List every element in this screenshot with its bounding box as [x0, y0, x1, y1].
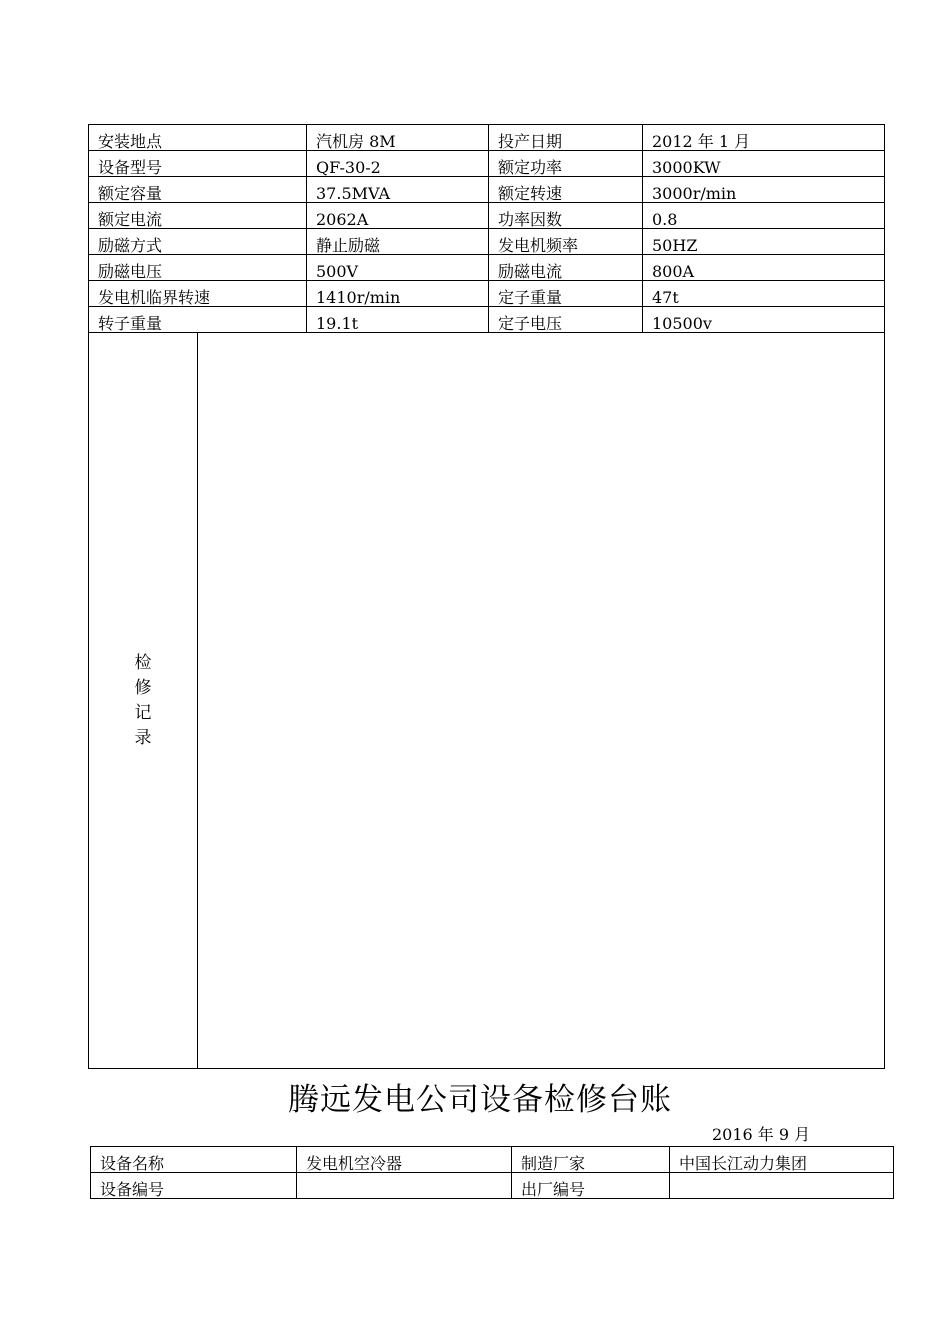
- device-value: 发电机空冷器: [297, 1147, 512, 1173]
- spec-value: 0.8: [643, 203, 885, 229]
- spec-label: 定子电压: [489, 307, 643, 333]
- device-value: [297, 1173, 512, 1199]
- spec-label: 额定容量: [89, 177, 307, 203]
- device-label: 制造厂家: [512, 1147, 670, 1173]
- spec-label: 励磁电压: [89, 255, 307, 281]
- spec-label: 额定电流: [89, 203, 307, 229]
- table-row: [89, 255, 885, 281]
- table-row: [89, 307, 885, 333]
- spec-label: 额定功率: [489, 151, 643, 177]
- spec-label: 发电机临界转速: [89, 281, 307, 307]
- table-row: [89, 177, 885, 203]
- spec-value: 800A: [643, 255, 885, 281]
- spec-value: 3000KW: [643, 151, 885, 177]
- spec-label: 功率因数: [489, 203, 643, 229]
- spec-value: 47t: [643, 281, 885, 307]
- spec-value: 500V: [307, 255, 489, 281]
- device-table: [90, 1146, 894, 1199]
- spec-value: 2012 年 1 月: [643, 125, 885, 151]
- spec-value: 2062A: [307, 203, 489, 229]
- record-label-cell: [89, 333, 198, 1069]
- spec-label: 发电机频率: [489, 229, 643, 255]
- table-row: [91, 1147, 894, 1173]
- spec-value: 50HZ: [643, 229, 885, 255]
- spec-value: 静止励磁: [307, 229, 489, 255]
- spec-value: 37.5MVA: [307, 177, 489, 203]
- spec-label: 定子重量: [489, 281, 643, 307]
- device-label: 出厂编号: [512, 1173, 670, 1199]
- table-row: [89, 229, 885, 255]
- record-row: [89, 333, 885, 1069]
- device-value: 中国长江动力集团: [670, 1147, 894, 1173]
- record-content-area[interactable]: [198, 333, 885, 1069]
- device-value: [670, 1173, 894, 1199]
- spec-label: 设备型号: [89, 151, 307, 177]
- table-row: [89, 151, 885, 177]
- spec-value: 1410r/min: [307, 281, 489, 307]
- page-title: 腾远发电公司设备检修台账: [288, 1082, 672, 1118]
- record-label: 检修记录: [134, 652, 152, 748]
- spec-label: 投产日期: [489, 125, 643, 151]
- record-date: 2016 年 9 月: [712, 1125, 811, 1144]
- table-row: [89, 281, 885, 307]
- device-label: 设备编号: [91, 1173, 297, 1199]
- spec-value: 3000r/min: [643, 177, 885, 203]
- spec-label: 转子重量: [89, 307, 307, 333]
- spec-value: 10500v: [643, 307, 885, 333]
- spec-table: [88, 124, 885, 1069]
- spec-value: 汽机房 8M: [307, 125, 489, 151]
- table-row: [89, 203, 885, 229]
- spec-value: QF-30-2: [307, 151, 489, 177]
- spec-label: 额定转速: [489, 177, 643, 203]
- table-row: [89, 125, 885, 151]
- spec-label: 励磁方式: [89, 229, 307, 255]
- spec-value: 19.1t: [307, 307, 489, 333]
- spec-label: 励磁电流: [489, 255, 643, 281]
- spec-label: 安装地点: [89, 125, 307, 151]
- device-label: 设备名称: [91, 1147, 297, 1173]
- table-row: [91, 1173, 894, 1199]
